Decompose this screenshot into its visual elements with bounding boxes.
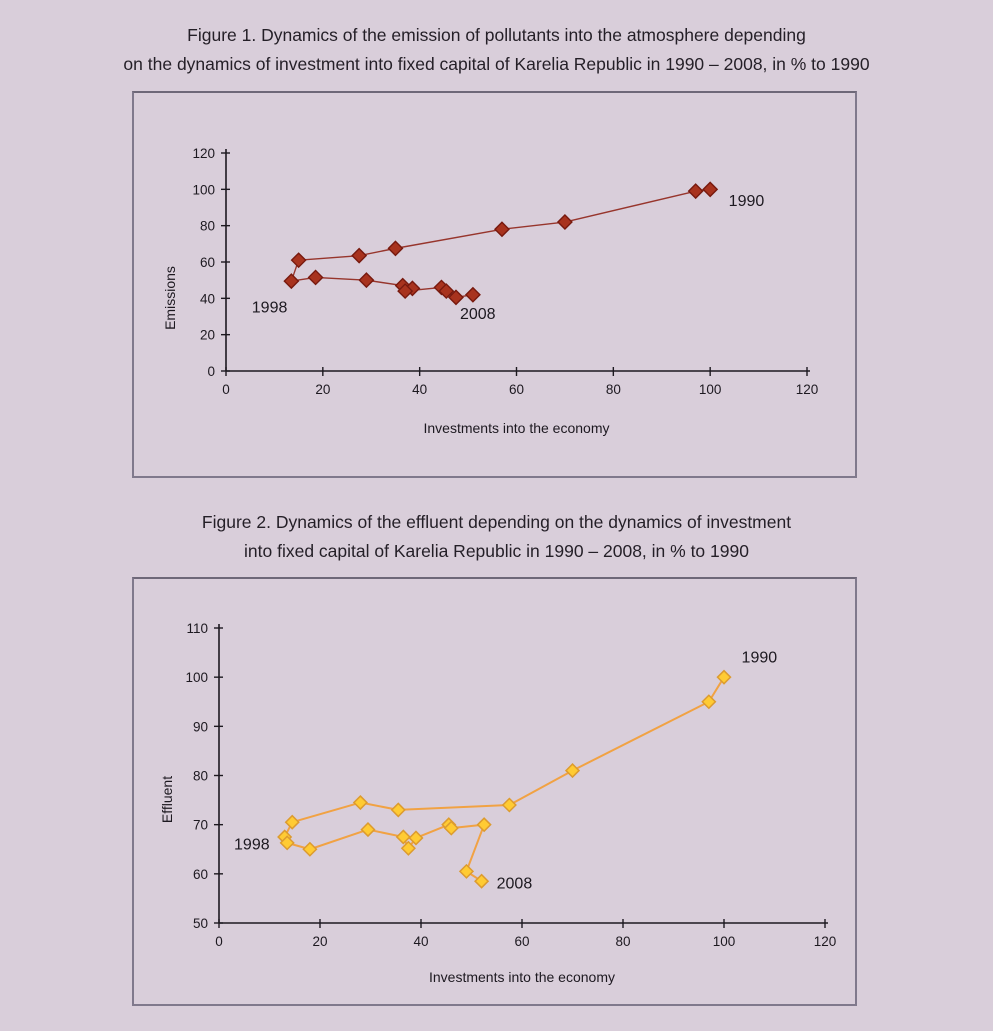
x-tick-label: 0 [222, 382, 230, 397]
data-point-marker [284, 274, 298, 288]
data-point-marker [309, 270, 323, 284]
x-axis-title: Investments into the economy [429, 969, 615, 985]
y-tick-label: 50 [192, 916, 208, 931]
x-tick-label: 40 [412, 382, 428, 397]
data-point-marker [460, 865, 473, 878]
x-tick-label: 20 [312, 934, 328, 949]
x-axis-title: Investments into the economy [423, 420, 610, 436]
x-tick-label: 80 [615, 934, 631, 949]
data-point-marker [718, 671, 731, 684]
data-point-marker [566, 764, 579, 777]
y-tick-label: 60 [192, 866, 208, 882]
data-point-marker [689, 184, 703, 198]
y-tick-label: 110 [186, 621, 208, 636]
year-annotation-1990: 1990 [741, 649, 778, 667]
figure1-title-line2: on the dynamics of investment into fixed capital of Karelia Republic in 1990 – 2008, in % to 1990 [123, 54, 870, 74]
figure2-chart-frame [132, 577, 857, 1006]
y-axis-title: Emissions [162, 266, 178, 330]
figure2-title-line2: into fixed capital of Karelia Republic in 1990 – 2008, in % to 1990 [244, 541, 749, 561]
x-tick-label: 60 [514, 934, 530, 949]
y-axis-title: Effluent [159, 775, 175, 824]
figure1-title [0, 21, 993, 79]
year-annotation-2008: 2008 [459, 305, 496, 323]
data-point-marker [466, 288, 480, 302]
data-point-marker [503, 799, 516, 812]
data-point-marker [495, 222, 509, 236]
data-point-marker [478, 818, 491, 831]
x-tick-label: 20 [315, 382, 331, 397]
figure2-plot [134, 579, 855, 1004]
x-tick-label: 0 [215, 934, 223, 949]
y-tick-label: 60 [199, 255, 215, 270]
y-tick-label: 80 [192, 768, 208, 784]
data-point-marker [352, 249, 366, 263]
figure1-plot [134, 93, 855, 476]
y-tick-label: 0 [207, 364, 215, 379]
series-line [285, 677, 724, 881]
year-annotation-1998: 1998 [251, 299, 288, 317]
y-tick-label: 90 [192, 719, 208, 735]
data-point-marker [292, 253, 306, 267]
y-tick-label: 120 [192, 146, 215, 161]
data-point-marker [475, 875, 488, 888]
x-tick-label: 100 [698, 382, 722, 397]
data-point-marker [361, 823, 374, 836]
data-point-marker [354, 796, 367, 809]
x-tick-label: 80 [605, 382, 621, 397]
data-point-marker [303, 843, 316, 856]
y-tick-label: 100 [185, 670, 208, 686]
series-line [291, 189, 710, 297]
figure2-title [0, 508, 993, 566]
x-tick-label: 120 [813, 934, 837, 949]
data-point-marker [359, 273, 373, 287]
y-tick-label: 100 [192, 182, 215, 198]
year-annotation-1990: 1990 [728, 193, 765, 211]
data-point-marker [703, 182, 717, 196]
data-point-marker [702, 695, 715, 708]
data-point-marker [286, 816, 299, 829]
y-tick-label: 80 [199, 218, 215, 234]
y-tick-label: 40 [199, 291, 215, 307]
x-tick-label: 40 [413, 934, 429, 949]
data-point-marker [558, 215, 572, 229]
figure2-title-line1: Figure 2. Dynamics of the effluent depending on the dynamics of investment [201, 512, 792, 532]
x-tick-label: 60 [508, 382, 525, 397]
year-annotation-1998: 1998 [234, 836, 270, 854]
data-point-marker [388, 241, 402, 255]
x-tick-label: 100 [712, 934, 736, 949]
year-annotation-2008: 2008 [496, 875, 533, 893]
y-tick-label: 20 [199, 327, 215, 343]
y-tick-label: 70 [192, 817, 208, 833]
figure1-chart-frame [132, 91, 857, 478]
data-point-marker [392, 803, 405, 816]
x-tick-label: 120 [795, 382, 819, 397]
figure1-title-line1: Figure 1. Dynamics of the emission of pollutants into the atmosphere depending [187, 25, 806, 45]
